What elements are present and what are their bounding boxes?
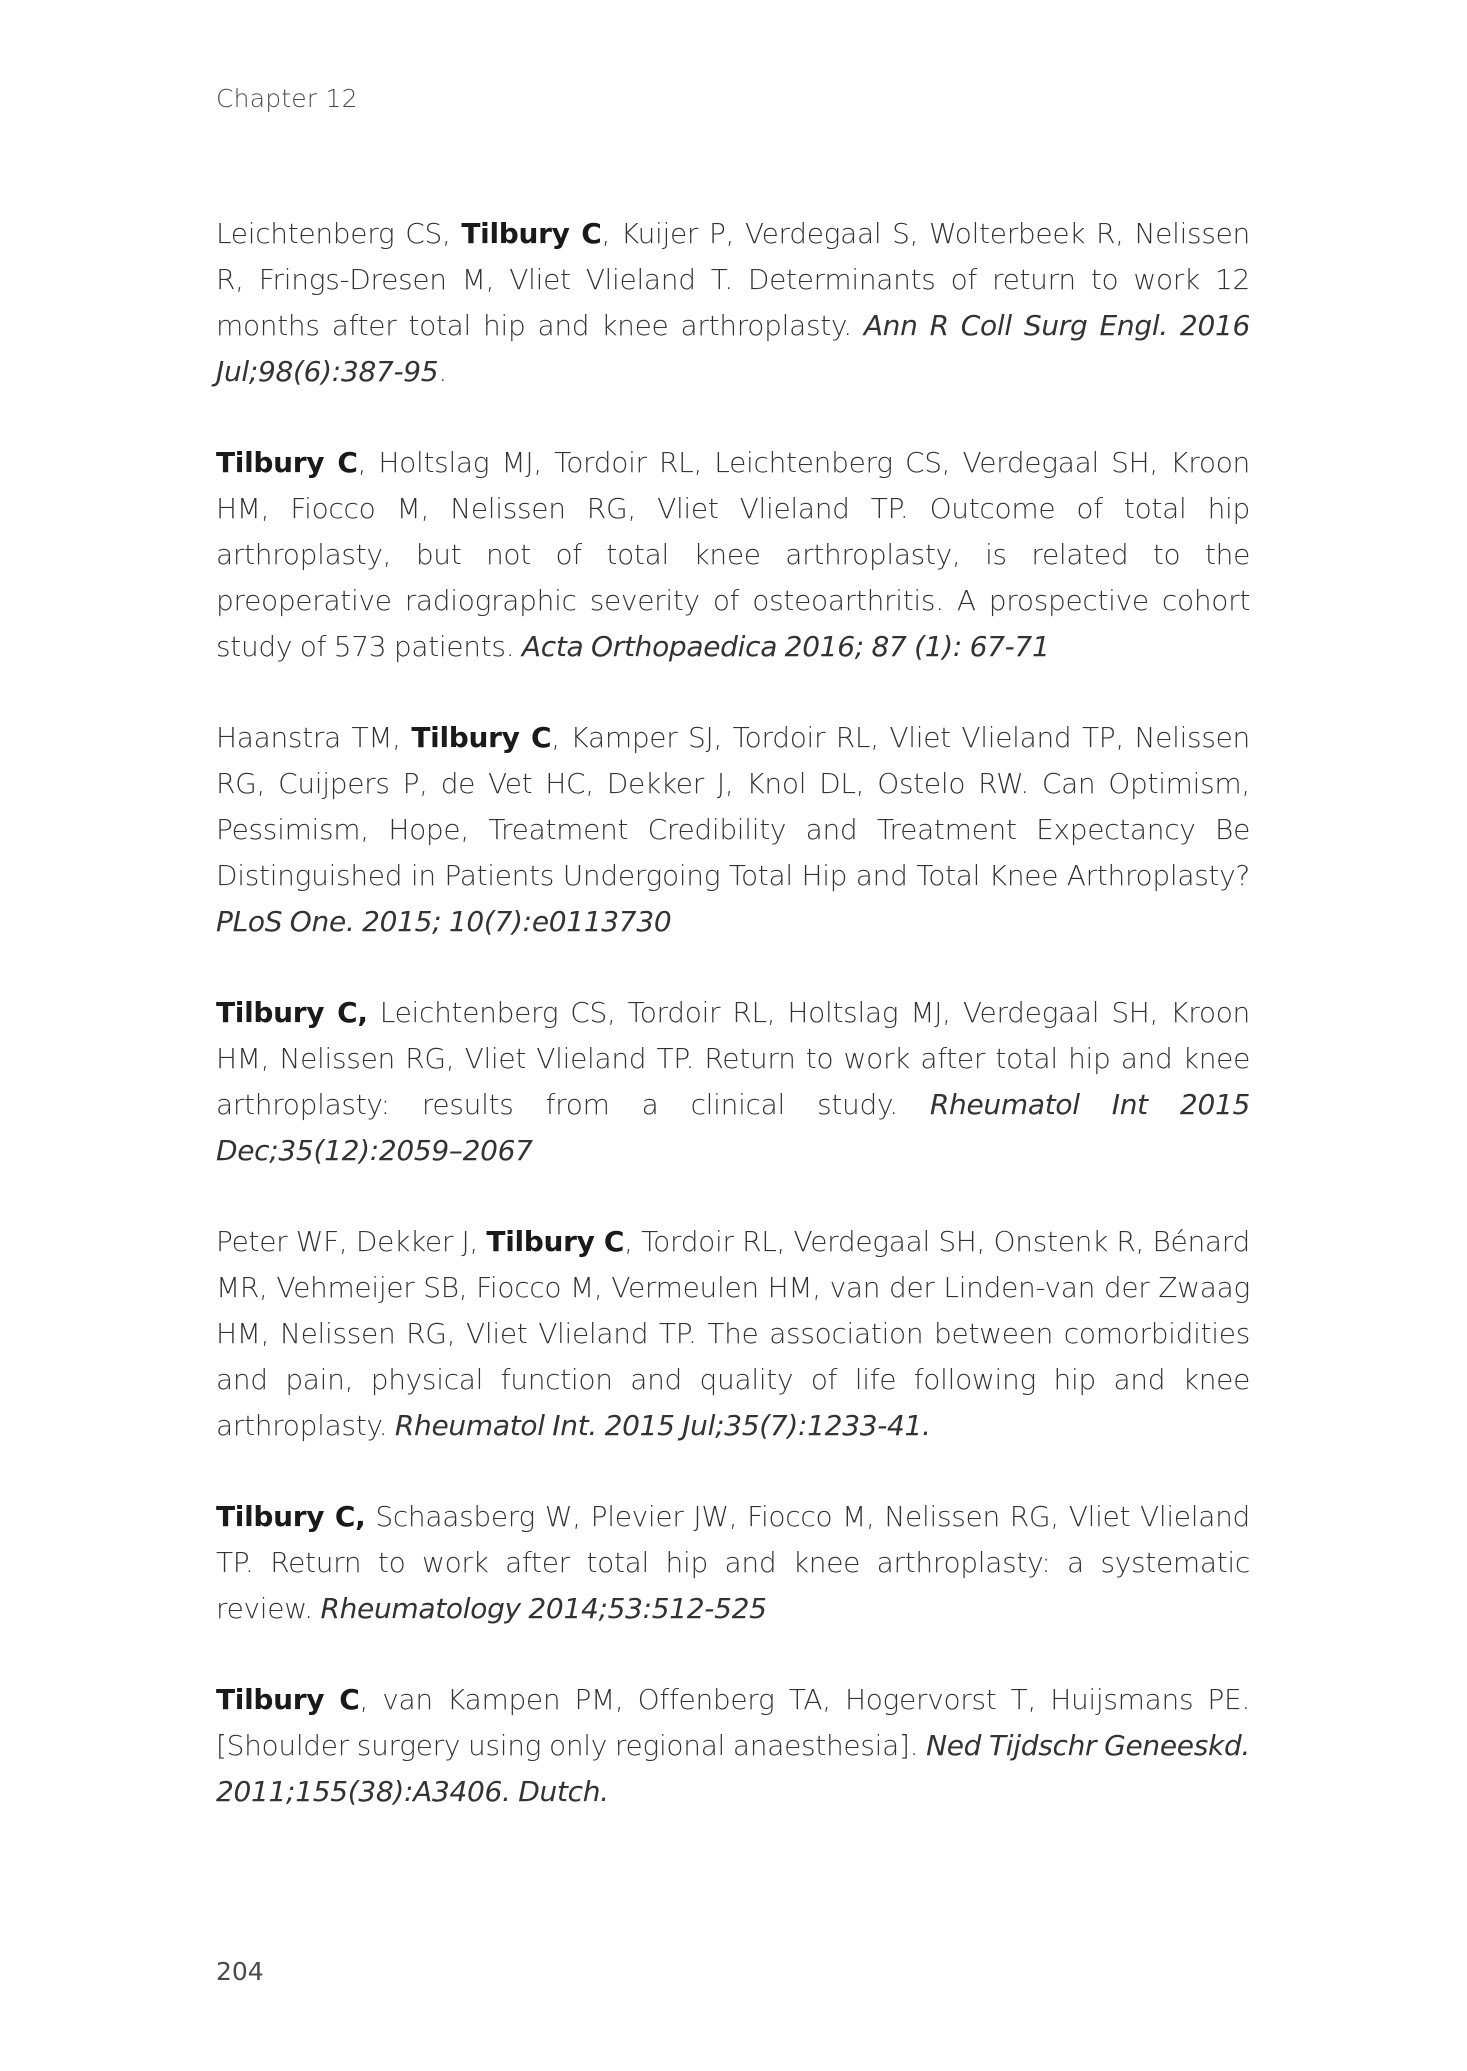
- reference-authors-before: Peter WF, Dekker J,: [216, 1225, 487, 1258]
- reference-body: , van Kampen PM, Offenberg TA, Hogervorst T, Huijsmans PE. [Shoulder surgery using only regional anaesthesia].: [216, 1683, 1250, 1762]
- journal-citation: PLoS One. 2015; 10(7):e0113730: [216, 905, 672, 938]
- reference-body: , Kamper SJ, Tordoir RL, Vliet Vlieland TP, Nelissen RG, Cuijpers P, de Vet HC, Dekker J, Knol DL, Ostelo RW. Can Optimism, Pessimism, Hope, Treatment Credibility and Treatment Expectancy Be Distinguished in Patients Undergoing Total Hip and Total Knee Arthroplasty?: [216, 721, 1250, 892]
- reference-item: [216, 1494, 1250, 1632]
- highlighted-author: Tilbury C: [411, 721, 552, 754]
- journal-citation: Rheumatol Int 2015 Dec;35(12):2059–2067: [216, 1088, 1250, 1167]
- reference-list: [216, 211, 1250, 1860]
- journal-citation: Acta Orthopaedica 2016; 87 (1): 67-71: [521, 630, 1050, 663]
- reference-item: [216, 211, 1250, 395]
- reference-item: [216, 990, 1250, 1174]
- reference-body: , Kuijer P, Verdegaal S, Wolterbeek R, Nelissen R, Frings-Dresen M, Vliet Vlieland T. Determinants of return to work 12 months after total hip and knee arthroplasty.: [216, 217, 1251, 342]
- highlighted-author: Tilbury C,: [216, 996, 368, 1029]
- reference-authors-before: Leichtenberg CS,: [216, 217, 462, 250]
- reference-body: Leichtenberg CS, Tordoir RL, Holtslag MJ, Verdegaal SH, Kroon HM, Nelissen RG, Vliet Vlieland TP. Return to work after total hip and knee arthroplasty: results from a clinical study.: [216, 996, 1250, 1121]
- reference-item: [216, 715, 1250, 945]
- reference-body: , Holtslag MJ, Tordoir RL, Leichtenberg CS, Verdegaal SH, Kroon HM, Fiocco M, Nelissen RG, Vliet Vlieland TP. Outcome of total hip arthroplasty, but not of total knee arthroplasty, is related to the preoperative radiographic severity of osteoarthritis. A prospective cohort study of 573 patients.: [216, 446, 1250, 663]
- reference-tail: .: [438, 355, 447, 388]
- page-number: 204: [216, 1957, 264, 1986]
- reference-item: [216, 440, 1250, 670]
- highlighted-author: Tilbury C: [486, 1225, 625, 1258]
- reference-body: , Tordoir RL, Verdegaal SH, Onstenk R, Bénard MR, Vehmeijer SB, Fiocco M, Vermeulen HM, van der Linden-van der Zwaag HM, Nelissen RG, Vliet Vlieland TP. The association between comorbidities and pain, physical function and quality of life following hip and knee arthroplasty.: [216, 1225, 1250, 1442]
- reference-item: [216, 1677, 1250, 1815]
- chapter-header: Chapter 12: [216, 84, 358, 113]
- highlighted-author: Tilbury C,: [216, 1500, 366, 1533]
- journal-citation: Rheumatology 2014;53:512-525: [320, 1592, 767, 1625]
- highlighted-author: Tilbury C: [216, 446, 358, 479]
- highlighted-author: Tilbury C: [461, 217, 602, 250]
- journal-citation: Ann R Coll Surg Engl. 2016 Jul;98(6):387-95: [216, 309, 1250, 388]
- reference-body: Schaasberg W, Plevier JW, Fiocco M, Nelissen RG, Vliet Vlieland TP. Return to work after total hip and knee arthroplasty: a systematic review.: [216, 1500, 1250, 1625]
- highlighted-author: Tilbury C: [216, 1683, 360, 1716]
- reference-item: [216, 1219, 1250, 1449]
- journal-citation: Rheumatol Int. 2015 Jul;35(7):1233-41.: [394, 1409, 931, 1442]
- journal-citation: Ned Tijdschr Geneeskd. 2011;155(38):A3406. Dutch.: [216, 1729, 1251, 1808]
- reference-authors-before: Haanstra TM,: [216, 721, 412, 754]
